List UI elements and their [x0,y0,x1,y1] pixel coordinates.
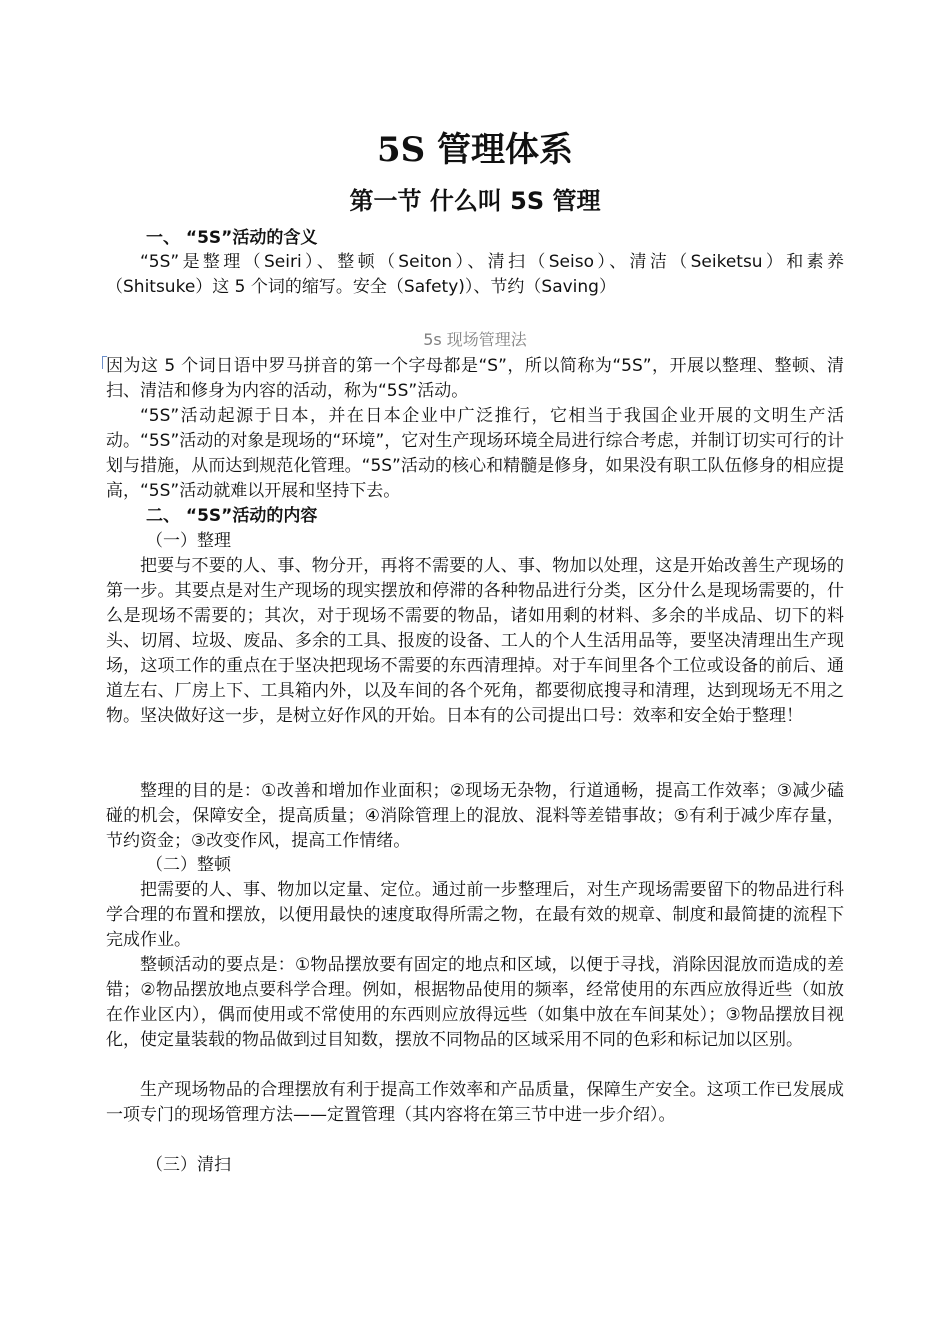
subheading-seiso: （三）清扫 [146,1155,231,1175]
heading-meaning: 一、 “5S”活动的含义 [146,228,318,248]
image-caption: 5s 现场管理法 [423,330,527,349]
paragraph-seiri-description: 把要与不要的人、事、物分开，再将不需要的人、事、物加以处理，这是开始改善生产现场的第一步。其要点是对生产现场的现实摆放和停滞的各种物品进行分类，区分什么是现场需要的，什么是现场不需要的；其次，对于现场不需要的物品，诸如用剩的材料、多余的半成品、切下的料头、切屑、垃圾、废品、多余的工具、报废的设备、工人的个人生活用品等，要坚决清理出生产现场，这项工作的重点在于坚决把现场不需要的东西清理掉。对于车间里各个工位或设备的前后、通道左右、厂房上下、工具箱内外，以及车间的各个死角，都要彻底搜寻和清理，达到现场无不用之物。坚决做好这一步，是树立好作风的开始。日本有的公司提出口号：效率和安全始于整理！ [106,556,844,726]
paragraph-seiton-benefit: 生产现场物品的合理摆放有利于提高工作效率和产品质量，保障生产安全。这项工作已发展成一项专门的现场管理方法——定置管理（其内容将在第三节中进一步介绍）。 [106,1080,844,1125]
section-title: 第一节 什么叫 5S 管理 [349,187,601,215]
paragraph-abbreviation: 因为这 5 个词日语中罗马拼音的第一个字母都是“S”，所以简称为“5S”，开展以整理、整顿、清扫、清洁和修身为内容的活动，称为“5S”活动。 [106,356,844,401]
paragraph-seiton-description: 把需要的人、事、物加以定量、定位。通过前一步整理后，对生产现场需要留下的物品进行科学合理的布置和摆放，以便用最快的速度取得所需之物，在最有效的规章、制度和最简捷的流程下完成作业。 [106,880,844,950]
heading-content: 二、 “5S”活动的内容 [146,506,318,526]
subheading-seiton: （二）整顿 [146,855,231,875]
paragraph-seiton-points: 整顿活动的要点是：①物品摆放要有固定的地点和区域，以便于寻找，消除因混放而造成的差错；②物品摆放地点要科学合理。例如，根据物品使用的频率，经常使用的东西应放得近些（如放在作业区内），偶而使用或不常使用的东西则应放得远些（如集中放在车间某处）；③物品摆放目视化，使定量装载的物品做到过目知数，摆放不同物品的区域采用不同的色彩和标记加以区别。 [106,955,844,1050]
document-title: 5S 管理体系 [376,130,574,170]
paragraph-origin: “5S”活动起源于日本，并在日本企业中广泛推行，它相当于我国企业开展的文明生产活动。“5S”活动的对象是现场的“环境”，它对生产现场环境全局进行综合考虑，并制订切实可行的计划与措施，从而达到规范化管理。“5S”活动的核心和精髓是修身，如果没有职工队伍修身的相应提高，“5S”活动就难以开展和坚持下去。 [106,406,844,501]
paragraph-definition: “5S”是整理（Seiri）、整顿（Seiton）、清扫（Seiso）、清洁（Seiketsu）和素养（Shitsuke）这 5 个词的缩写。安全（Safety)）、节约（Saving） [106,252,844,297]
subheading-seiri: （一）整理 [146,531,231,551]
paragraph-seiri-purpose: 整理的目的是：①改善和增加作业面积；②现场无杂物，行道通畅，提高工作效率；③减少磕碰的机会，保障安全，提高质量；④消除管理上的混放、混料等差错事故；⑤有利于减少库存量，节约资金；③改变作风，提高工作情绪。 [106,781,844,851]
